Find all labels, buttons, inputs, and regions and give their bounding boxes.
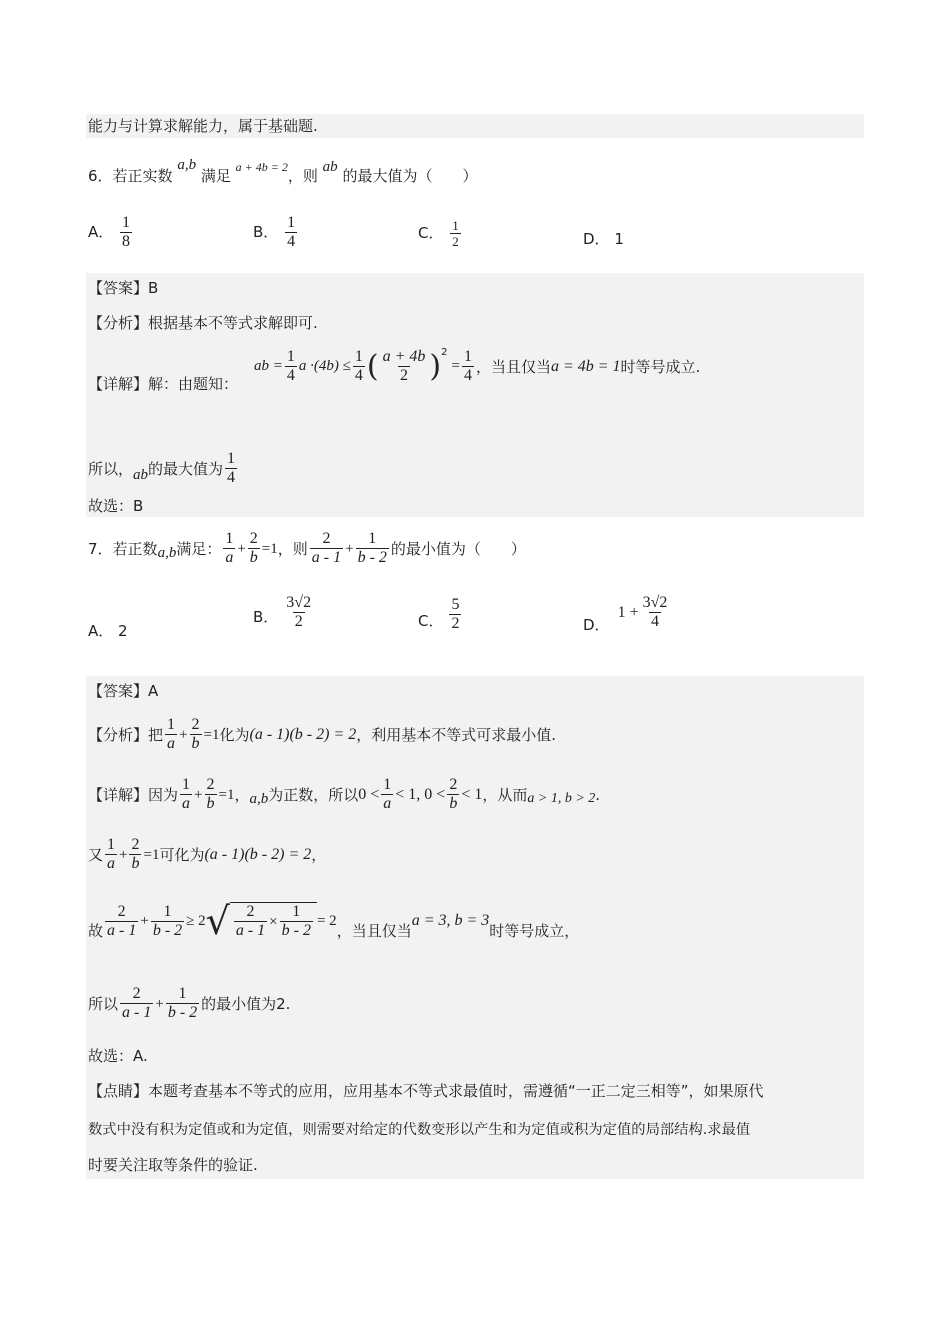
q7-stem-c: ，则 [277,539,308,558]
q7-again-plus: + [119,846,128,863]
q7-so-plus: + [155,995,164,1012]
q7-hence-g1-num: 2 [117,902,126,920]
q6-option-c-label: C． [418,224,444,242]
q7-again-f1-den: a [107,855,116,872]
q7-hence-radicand [230,902,317,940]
q7-again-f2-den: b [131,855,140,872]
q6-option-a-frac [120,214,132,251]
q7-again-c: ， [311,845,327,864]
q7-stem-plus2: + [345,540,354,557]
q6-option-d-label: D． [583,230,610,248]
q6-detail-cond: a = 4b = 1 [550,357,621,375]
q6-formula-inner [381,348,428,385]
q7-stem-g1-den: a - 1 [311,549,342,566]
q7-analysis-c: ，利用基本不等式可求最小值. [356,725,557,744]
q7-option-c[interactable] [418,596,463,633]
q6-so-frac [225,450,237,487]
q7-hence-sqrt [205,899,317,943]
q7-so-g1-num: 2 [132,985,141,1002]
q7-option-d-num: 3√2 [642,594,668,611]
q7-analysis-f2-den: b [191,735,200,752]
q6-stem-d: 的最大值为（ ） [342,167,478,185]
q6-formula-frac3-den: 4 [463,367,472,384]
q7-detail-f2 [205,776,217,813]
q6-option-a-label: A． [88,223,114,241]
q7-note-tag: 【点睛】 [88,1082,149,1100]
q6-so [88,450,239,487]
q7-analysis-b: 化为 [219,725,250,744]
top-line: 能力与计算求解能力，属于基础题. [88,117,318,135]
q7-detail-res: a > 1, b > 2 [527,790,596,806]
q7-stem-g2-den: b - 2 [357,549,387,566]
q7-detail-g2-den: b [449,795,458,812]
q7-analysis-f2-num: 2 [191,716,200,733]
q7-hence-sqrt-sign: √ [205,899,230,943]
q7-stem [88,530,526,567]
q7-hence-c: 时等号成立， [489,922,580,940]
q7-detail-f2-den: b [206,795,215,812]
q6-formula-frac3 [462,348,474,385]
q7-analysis-tag: 【分析】 [88,725,149,744]
q6-formula-mid: a ·(4b) ≤ [298,358,351,374]
q7-again-a: 又 [88,845,104,864]
q7-hence-r2-num: 1 [292,903,301,920]
q7-detail-plus: + [194,786,203,803]
q6-option-b-label: B． [253,223,279,241]
q7-stem-g1-num: 2 [322,530,331,547]
q7-option-b-label: B． [253,608,279,626]
q7-option-d-frac [641,594,670,631]
q7-option-c-frac [449,596,461,633]
q6-option-b-den: 4 [287,233,296,250]
q6-formula-lparen: ( [366,348,379,384]
q7-detail [88,776,600,813]
q7-analysis-a: 把 [148,725,164,744]
q7-option-d-pre: 1 + [617,603,639,621]
q6-so-num: 1 [227,450,236,467]
q6-formula-frac3-num: 1 [463,348,472,365]
q7-detail-rhs: =1 [218,786,235,803]
q6-target: ab [322,159,338,175]
q7-again-f1-num: 1 [107,836,116,853]
q7-stem-f2-num: 2 [249,530,258,547]
q7-analysis-f1-num: 1 [167,716,176,733]
q6-formula-frac2-den: 4 [354,367,363,384]
q7-analysis [88,716,556,753]
q7-detail-g1-num: 1 [383,776,392,793]
q7-hence-ge: ≥ 2 [186,913,206,929]
q7-so-b: 的最小值为2. [201,994,291,1013]
q7-stem-b: 满足： [176,539,222,558]
q6-formula-frac2 [353,348,365,385]
q7-so-g2 [166,985,199,1022]
q7-detail-g1-den: a [383,795,392,812]
q7-detail-tag: 【详解】 [88,785,149,804]
q7-again-f2 [129,836,141,873]
q7-hence-r1 [234,903,267,940]
q6-formula-rparen: ) [429,348,442,384]
q7-choose: 故选：A. [88,1047,148,1065]
q7-answer-tag: 【答案】 [88,682,149,700]
q6-number: 6． [88,167,113,185]
q7-option-d-den: 4 [650,613,659,630]
q6-option-c[interactable] [418,218,463,249]
q6-so-a: 所以， [88,459,134,478]
q6-analysis [88,313,318,333]
q6-option-c-den: 2 [452,234,459,249]
q7-again-b: 可化为 [159,845,205,864]
q6-formula-frac1-den: 4 [286,367,295,384]
q7-analysis-plus: + [179,726,188,743]
q6-formula-lhs: ab = [254,358,283,374]
q7-detail-d: ，从而 [482,785,528,804]
q7-option-b[interactable] [253,594,315,631]
q7-again-expr: (a - 1)(b - 2) = 2 [204,845,312,863]
q7-detail-f1 [180,776,192,813]
q7-hence-plus: + [140,913,149,929]
q6-detail-formula [254,348,700,385]
q7-again-f1 [105,836,117,873]
q7-analysis-f2 [190,716,202,753]
q6-choose: 故选：B [88,497,144,515]
q6-option-b[interactable] [253,214,299,251]
q7-answer-value: A [148,682,159,700]
q6-option-d[interactable] [583,228,624,249]
q7-hence-g1 [105,903,138,940]
q7-detail-g2-num: 2 [449,776,458,793]
q7-again [88,836,326,873]
q6-stem-a: 若正实数 [112,167,173,185]
q7-note-3: 时要关注取等条件的验证. [88,1156,258,1174]
q7-so-g1-den: a - 1 [122,1004,152,1021]
q7-stem-d: 的最小值为（ ） [390,539,526,558]
q7-stem-g1 [310,530,343,567]
q6-analysis-tag: 【分析】 [88,314,149,332]
q7-stem-f1-num: 1 [225,530,234,547]
q6-formula-sq: 2 [441,347,448,358]
q6-detail-tag: 【详解】 [88,375,149,393]
q7-option-c-den: 2 [451,615,460,632]
q6-so-b: 的最大值为 [148,459,224,478]
q7-stem-f1-den: a [225,549,234,566]
q7-option-d[interactable] [583,594,671,634]
q6-analysis-text: 根据基本不等式求解即可. [148,314,318,332]
q7-analysis-f1-den: a [167,735,176,752]
q6-detail-a: 解：由题知： [148,375,239,393]
q7-analysis-expr: (a - 1)(b - 2) = 2 [249,725,357,743]
q7-hence-cond: a = 3, b = 3 [411,912,490,929]
q7-detail-vars: a,b [249,790,269,807]
q7-detail-g1 [381,776,393,813]
q7-again-f2-num: 2 [131,836,140,853]
q7-detail-b: ， [234,785,250,804]
q7-stem-a: 若正数 [112,539,158,558]
q7-option-c-num: 5 [451,596,460,613]
q6-detail [88,374,238,394]
q7-note-1 [88,1081,764,1101]
q7-option-b-num: 3√2 [286,594,312,611]
q7-detail-ineq2: < 1, 0 < [395,785,446,803]
q7-hence-eq: = 2 [316,913,337,929]
q6-option-c-num: 1 [452,218,459,233]
q7-detail-c: 为正数，所以 [268,785,359,804]
q6-answer-tag: 【答案】 [88,279,149,297]
q7-hence-r2-den: b - 2 [281,922,311,939]
q6-answer [88,278,158,298]
q6-option-a-num: 1 [122,214,131,231]
q7-option-d-label: D． [583,616,610,634]
q7-note-2: 数式中没有积为定值或和为定值，则需要对给定的代数变形以产生和为定值或积为定值的局部结构.求最值 [88,1122,751,1138]
q7-stem-f2-den: b [249,549,258,566]
q7-note-text-1: 本题考查基本不等式的应用，应用基本不等式求最值时，需遵循“一正二定三相等”，如果原代 [148,1082,764,1100]
q6-option-b-frac [285,214,297,251]
q7-hence [88,899,580,943]
q7-hence-g2-num: 1 [163,902,172,920]
q6-formula-frac1-num: 1 [286,348,295,365]
q6-answer-value: B [148,279,159,297]
q7-so [88,985,290,1022]
q7-hence-r2 [280,903,313,940]
q7-detail-ineq1: 0 < [358,785,380,803]
q7-detail-f1-den: a [182,795,191,812]
q7-hence-g1-den: a - 1 [107,921,137,939]
q7-option-a[interactable] [88,620,128,641]
q6-detail-c: 时等号成立. [620,358,701,376]
q7-hence-g2 [151,903,184,940]
q6-stem-c: ，则 [287,167,318,185]
q7-detail-a: 因为 [148,785,179,804]
q7-so-g2-num: 1 [178,985,187,1002]
q7-hence-r1-num: 2 [246,903,255,920]
q7-option-c-label: C． [418,612,444,630]
q6-formula-frac2-num: 1 [354,348,363,365]
q6-formula-eq: = [451,358,460,374]
q6-formula-inner-num: a + 4b [382,348,426,365]
q7-hence-times: × [269,913,278,930]
q7-detail-g2 [447,776,459,813]
q6-option-d-value: 1 [614,230,624,248]
q7-stem-cond-rhs: =1 [261,540,278,557]
q7-stem-f2 [248,530,260,567]
q6-option-c-frac [450,218,461,249]
q7-vars: a,b [157,544,177,561]
q7-detail-f2-num: 2 [206,776,215,793]
q7-hence-a: 故 [88,922,104,940]
q7-stem-g2 [356,530,389,567]
q7-option-a-label: A． [88,622,114,640]
q6-option-a-den: 8 [122,233,131,250]
q7-hence-r1-den: a - 1 [235,922,266,939]
q7-detail-ineq3: < 1 [461,785,483,803]
q7-number: 7． [88,539,113,558]
q7-so-g1 [120,985,153,1022]
q7-stem-plus: + [237,540,246,557]
q6-stem [88,157,478,187]
q7-hence-g2-den: b - 2 [152,921,183,939]
q7-so-a: 所以 [88,994,119,1013]
q7-answer [88,681,158,701]
q7-stem-g2-num: 1 [368,530,377,547]
q7-stem-f1 [223,530,235,567]
q7-option-b-frac [284,594,313,631]
q6-vars: a,b [177,157,197,173]
q7-analysis-f1 [165,716,177,753]
q6-detail-b: ，当且仅当 [475,358,551,376]
q7-hence-b: ，当且仅当 [336,922,412,940]
q7-option-a-value: 2 [118,622,128,640]
q7-again-rhs: =1 [143,846,160,863]
q6-stem-b: 满足 [200,167,231,185]
q7-detail-e: . [595,785,601,804]
q6-formula-frac1 [285,348,297,385]
q7-detail-f1-num: 1 [182,776,191,793]
q7-analysis-rhs: =1 [203,726,220,743]
q6-option-b-num: 1 [287,214,296,231]
q7-so-g2-den: b - 2 [167,1004,198,1021]
q6-cond: a + 4b = 2 [235,160,288,174]
q6-option-a[interactable] [88,214,134,251]
q6-so-var: ab [133,466,149,483]
q6-formula-inner-den: 2 [399,367,408,384]
q6-so-den: 4 [227,469,236,486]
q7-option-b-den: 2 [294,613,303,630]
